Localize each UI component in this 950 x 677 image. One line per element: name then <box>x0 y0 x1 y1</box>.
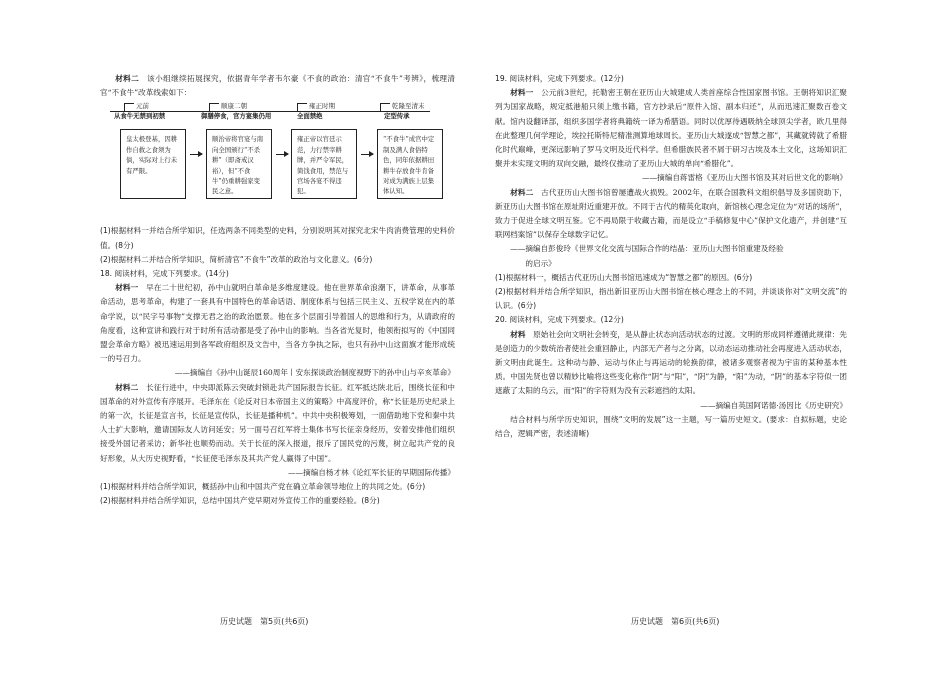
page-5-content <box>100 72 455 508</box>
q19-material-2-head: 材料二 <box>510 187 534 197</box>
flag-icon <box>209 103 219 112</box>
q18-material-1-source: ——摘编自《孙中山诞辰160周年丨安东探谈政治制度视野下的孙中山与辛亥革命》 <box>174 368 455 378</box>
q18-material-1-text: 早在二十世纪初，孙中山就明白革命是多维度建设。他在世界革命浪潮下，讲革命，从事革命活动，思考革命，构建了一套具有中国特色的革命话语、制度体系与包括三民主义、五权学说在内的革命学说，以“民字号事物”支撑无君之治的政治愿景。他在多个层面引导着国人的思维和行为，从请政府的角度看，这种宣讲和践行对于时所有活动都是受了孙中山的影响。当各省光复时，他领衔拟写的《中国同盟会革命方略》被迅速运用到各军政府组织及文告中，当各方争执之际，也只有孙中山这面旗才能形成统一的号召力。 <box>100 283 456 364</box>
page-6 <box>475 0 950 677</box>
arrow-right-icon <box>361 154 373 155</box>
q20-material-source: ——摘编自英国阿诺德·汤因比《历史研究》 <box>700 400 847 410</box>
page-6-content <box>495 72 847 441</box>
timeline-action: 定型传承 <box>384 112 410 121</box>
flag-icon <box>297 103 307 112</box>
timeline-box-3: 雍正帝以官廷示范，力行禁宰耕牌，并严令军民，简饯食用，禁范与官场各宴不得违犯。 <box>291 129 357 199</box>
question-19-1: (1)根据材料一，概括古代亚历山大图书馆迅速成为“智慧之都”的原因。(6分) <box>495 272 753 282</box>
q19-material-1-head: 材料一 <box>510 88 534 98</box>
q18-material-1-head: 材料一 <box>115 283 139 293</box>
q18-material-2-source: ——摘编自杨才林《论红军长征的早期国际传播》 <box>287 467 455 477</box>
timeline-era: 乾隆至清末 <box>392 102 425 111</box>
q19-material-1-source: ——摘编自蒋雷格《亚历山大图书馆及其对后世文化的影响》 <box>641 173 847 183</box>
q20-material <box>495 328 847 399</box>
question-18-title: 18. 阅读材料，完成下列要求。(14分) <box>100 269 229 279</box>
material-2-paragraph <box>100 72 455 100</box>
reform-timeline-diagram <box>100 102 455 220</box>
timeline-action: 全面禁绝 <box>297 112 323 121</box>
question-19-title: 19. 阅读材料，完成下列要求。(12分) <box>495 74 624 83</box>
q19-material-1 <box>495 86 847 171</box>
timeline-action: 御膳停食，官方宴集仍用 <box>201 112 272 121</box>
timeline-stage-2 <box>201 102 281 121</box>
page-6-footer: 历史试题 第6页(共6页) <box>631 617 720 626</box>
arrow-right-icon <box>276 154 288 155</box>
q19-material-2-text: 古代亚历山大图书馆曾屡遭战火损毁。2002年，在联合国教科文组织倡导及多国资助下，新亚历山大图书馆在原址附近重建开放。不同于古代的精英化取向，新馆核心理念定位为“对话的场所”，致力于促进全球文明互鉴。它不再局限于收藏古籍，而是设立“手稿修复中心”保护文化遗产，并创建“互联网档案馆”以保存全球数字记忆。 <box>495 187 848 240</box>
timeline-era: 雍正时期 <box>309 102 335 111</box>
timeline-stage-4 <box>372 102 452 121</box>
question-20-task: 结合材料与所学历史知识，围绕“文明的发展”这一主题，写一篇历史短文。(要求：自拟标题，史论结合，逻辑严密，表述清晰) <box>495 414 847 439</box>
question-17-2: (2)根据材料二并结合所学知识，简析清官“不食牛”改革的政治与文化意义。(6分) <box>100 254 373 264</box>
q19-material-2-source-line-1: ——摘编自彭俊玲《世界文化交流与国际合作的结晶：亚历山大图书馆重建及经验 <box>510 244 784 254</box>
material-2-text: 该小组继续拓展探究，依据青年学者韦尔豪《不食的政治：清官“不食牛”考辨》，梳理清官“不食牛”改革线索如下： <box>100 74 456 98</box>
q18-material-2-head: 材料二 <box>115 382 139 392</box>
page-5-footer: 历史试题 第5页(共6页) <box>220 617 309 626</box>
timeline-box-1: 皇太极登基，因耕作自救之食须为倘，实际对上行未有严限。 <box>120 129 186 199</box>
question-17-1: (1)根据材料一并结合所学知识，任选两条不同类型的史料，分别说明其对探究北宋牛肉消费管理的史料价值。(8分) <box>100 226 455 250</box>
q19-material-2 <box>495 186 847 243</box>
timeline-box-2: 顺治帝将官宴与南向全国颁行“不杀耕”（即斋戒汉裕），但“不食牛”仍重耕强家变民之意。 <box>206 129 272 199</box>
timeline-action: 从食牛无禁到初禁 <box>114 112 166 121</box>
timeline-era: 元前 <box>136 102 149 111</box>
question-20-title: 20. 阅读材料，完成下列要求。(12分) <box>495 315 624 325</box>
timeline-box-4: “不食牛”成官中定制及满人食俗特色，同年依据耕田耕牛存放食牛肯备对成为满族上层集体认知。 <box>377 129 443 199</box>
q19-material-2-source-line-2: 的启示》 <box>525 258 556 268</box>
material-2-head: 材料二 <box>115 74 140 83</box>
q18-material-2-text: 长征行进中，中央即派陈云突破封锁赴共产国际报告长征。红军抵达陕北后，围绕长征和中国革命的对外宣传有序展开。毛泽东在《论反对日本帝国主义的策略》中高度评价，称“长征是历史纪录上的第一次，长征是宣言书，长征是宣传队，长征是播种机”。中共中央积极筹划，一面借助地下党和秦中共人士扩大影响，邀请国际友人访问延安；另一面号召红军将士集体书写长征亲身经历，安着安排他们组织接受外国记者采访；新华社也顺势而动。关于长征的深入报道，报斥了国民党的污蔑，树立起共产党的良好形象，从大历史视野看，“长征使毛泽东及其共产党人赢得了中国”。 <box>100 382 456 463</box>
timeline-stage-1 <box>114 102 194 121</box>
question-18-1: (1)根据材料并结合所学知识，概括孙中山和中国共产党在确立革命领导地位上的共同之处。(6分) <box>100 482 426 492</box>
q19-material-1-text: 公元前3世纪，托勒密王朝在亚历山大城建成人类首座综合性国家图书馆。王朝将知识汇聚列为国家战略，规定抵港船只须上缴书籍，官方抄录后“原件入馆、副本归还”，从而迅速汇聚数百卷文献。馆内设翻译部，组织多国学者将典籍统一译为希腊语。同时以优厚待遇吸纳全球顶尖学者，欧几里得在此整理几何学理论，埃拉托斯特尼精准测算地球周长。亚历山大城遂成“智慧之都”，其藏就铸就了希腊化时代巅峰，更深远影响了罗马文明及近代科学。但希腊族民者不屑于研习古埃及本土文化，这场知识汇聚并未实现文明的双向交融，最终仅推动了亚历山大城的单向“希腊化”。 <box>495 88 848 169</box>
timeline-era: 顺康二朝 <box>221 102 247 111</box>
arrow-right-icon <box>190 154 202 155</box>
timeline-stage-3 <box>287 102 367 121</box>
q18-material-1 <box>100 281 455 366</box>
question-19-2: (2)根据材料并结合所学知识，指出新旧亚历山大图书馆在核心理念上的不同，并谈谈你对“文明交流”的认识。(6分) <box>495 287 847 311</box>
flag-icon <box>124 103 134 112</box>
question-18-2: (2)根据材料并结合所学知识，总结中国共产党早期对外宣传工作的重要经验。(8分) <box>100 496 380 506</box>
q18-material-2 <box>100 381 455 466</box>
q20-material-text: 原始社会向文明社会转变，是从静止状态向活动状态的过渡。文明的形成同样遵循此规律：先是创造力的少数统治者使社会重回静止，内部无产者与之分离，以动态运动推动社会再度进入活动状态，新文明由此诞生。这种动与静、运动与休止与再运动的轮换韵律，被诸多观察者视为宇宙的某种基本性质。中国先贤也曾以精妙比喻将这些变化称作“阴”与“阳”，“阴”为静，“阳”为动，“阴”的基本字符似一团遮蔽了太阳的乌云，而“阳”的字符则为没有云彩遮挡的太阳。 <box>495 329 847 396</box>
flag-icon <box>380 103 390 112</box>
q20-material-head: 材料 <box>510 329 526 339</box>
